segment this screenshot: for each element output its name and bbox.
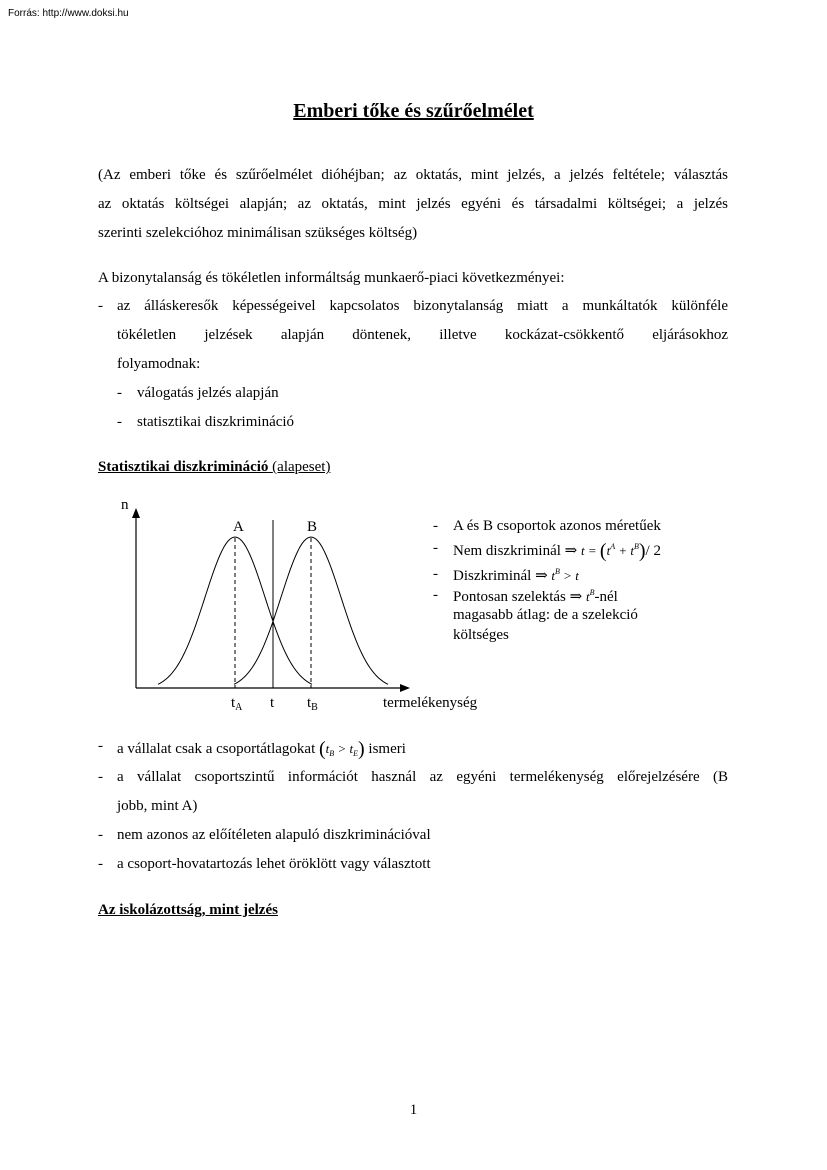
source-note: Forrás: http://www.doksi.hu [8,8,129,19]
y-axis-arrow [132,508,140,518]
chart-bullet-precise-selection: Pontosan szelektás ⇒ $t^B$-nél [453,588,618,605]
list-dash: - [98,738,103,754]
chart-bullet-equal-size: A és B csoportok azonos méretűek [453,518,661,534]
sub-list-item: válogatás jelzés alapján [137,385,279,401]
tick-label-tA: $t_A$ [231,695,243,713]
page-number: 1 [409,1102,418,1118]
y-axis-label: n [121,497,129,513]
series-a-label: A [233,519,244,535]
sub-list-item: statisztikai diszkrimináció [137,414,295,430]
chart-bullet-dash: - [433,587,438,603]
chart-bullet-dash: - [433,566,438,582]
uncertainty-item-line: folyamodnak: [117,356,201,372]
section-heading-schooling: Az iskolázottság, mint jelzés [98,902,278,918]
firm-item-group-info-line: a vállalat csoportszintű információt használ az egyéni termelékenység előrejelzésére (B [117,769,728,785]
sub-list-dash: - [117,385,122,401]
tick-label-tB: $t_B$ [307,695,318,713]
intro-line: szerinti szelekcióhoz minimálisan szükséges költség) [98,225,418,241]
chart-bullet-precise-selection-line2: magasabb átlag: de a szelekció [453,607,638,623]
section-heading-text: Statisztikai diszkrimináció [98,459,269,475]
list-dash: - [98,769,103,785]
sub-list-dash: - [117,414,122,430]
firm-item-membership: a csoport-hovatartozás lehet öröklött vagy választott [117,856,431,872]
x-axis-arrow [400,684,410,692]
intro-line: (Az emberi tőke és szűrőelmélet dióhéjban; az oktatás, mint jelzés, a jelzés feltétele; választás [98,167,728,183]
x-axis-label: termelékenység [383,695,478,711]
chart-bullet-no-discrimination: Nem diszkriminál ⇒ $t = (t^A + t^B)/$ 2 [453,540,661,562]
list-dash: - [98,298,103,314]
list-dash: - [98,856,103,872]
list-dash: - [98,827,103,843]
chart-bullet-dash: - [433,540,438,556]
firm-item-group-info-line: jobb, mint A) [117,798,198,814]
uncertainty-lead-text: A bizonytalanság és tökéletlen informáltság munkaerő-piaci következményei: [98,270,565,286]
chart-bullet-discrimination: Diszkriminál ⇒ $t^B > t$ [453,567,579,584]
tick-label-t: t [270,695,275,711]
series-b-label: B [307,519,318,535]
uncertainty-item-line: tökéletlen jelzések alapján döntenek, illetve kockázat-csökkentő eljárásokhoz [117,327,728,343]
chart-bullet-dash: - [433,518,438,534]
firm-item-prejudice: nem azonos az előítéleten alapuló diszkriminációval [117,827,431,843]
intro-line: az oktatás költségei alapján; az oktatás, mint jelzés egyéni és társadalmi költségei; a jelzés [98,196,728,212]
firm-item-group-averages: a vállalat csak a csoportátlagokat $(t_B > t_E)$ ismeri [117,738,406,760]
chart-bullet-precise-selection-line3: költséges [453,627,509,643]
page-title: Emberi tőke és szűrőelmélet [293,100,534,122]
section-heading-note: (alapeset) [272,459,331,475]
uncertainty-item-line: az álláskeresők képességeivel kapcsolatos bizonytalanság miatt a munkáltatók különféle [117,298,728,314]
